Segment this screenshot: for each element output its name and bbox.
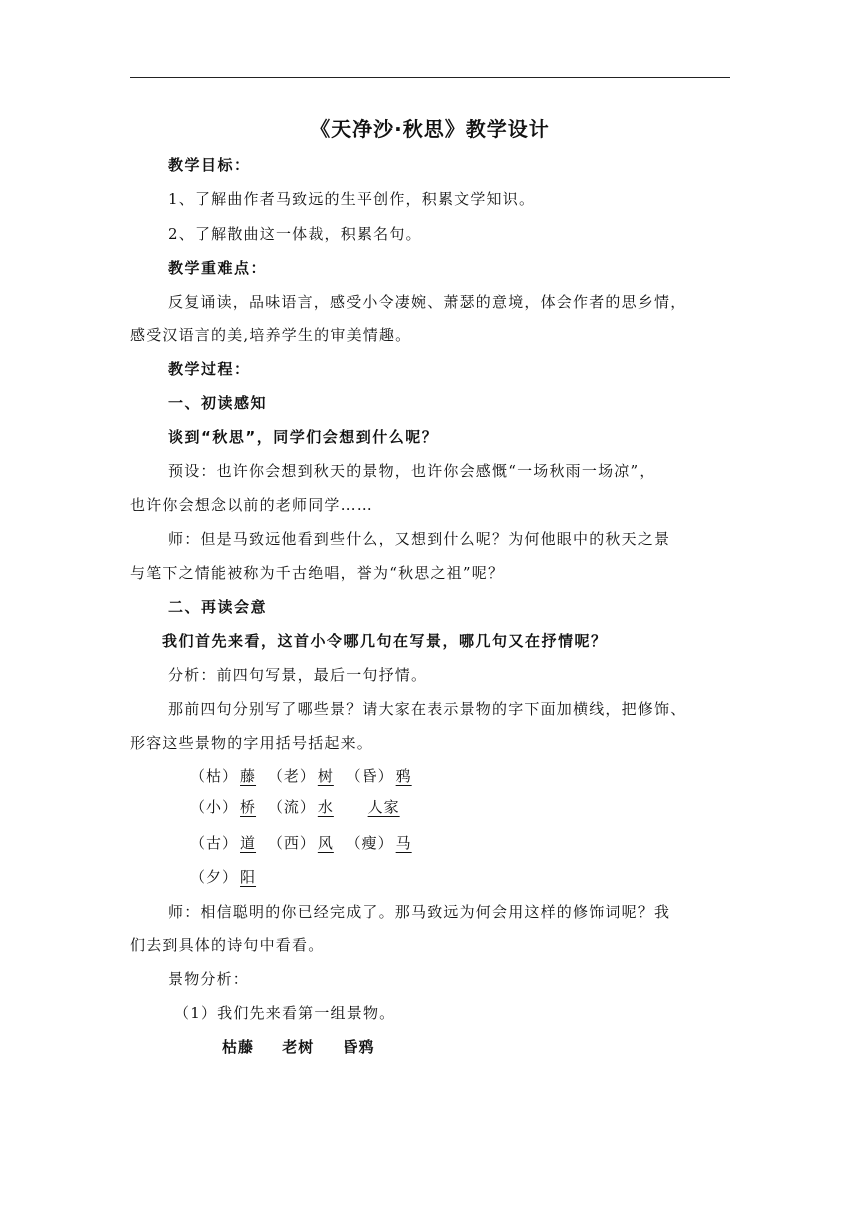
- scene-noun: 鸦: [395, 767, 412, 785]
- group-word: 老树: [282, 1038, 315, 1056]
- scene-row: [190, 797, 400, 817]
- group-word: 枯藤: [222, 1038, 255, 1056]
- scene-noun: 藤: [240, 767, 257, 785]
- instruction-line: 那前四句分别写了哪些景？请大家在表示景物的字下面加横线，把修饰、: [168, 700, 687, 718]
- scene-item: [190, 797, 256, 817]
- scene-modifier: （枯）: [190, 767, 239, 785]
- scene-modifier: （小）: [190, 798, 239, 816]
- teacher-line: 师：但是马致远他看到些什么，又想到什么呢？为何他眼中的秋天之景: [168, 530, 671, 548]
- analysis-line: 分析：前四句写景，最后一句抒情。: [168, 666, 428, 684]
- section-question: 谈到“秋思”，同学们会想到什么呢？: [168, 428, 439, 446]
- scene-modifier: （夕）: [190, 868, 239, 886]
- scene-modifier: （西）: [267, 834, 316, 852]
- scene-modifier: （老）: [267, 767, 316, 785]
- scene-item: [346, 833, 412, 853]
- scene-item: [190, 867, 256, 887]
- teacher-line: 师：相信聪明的你已经完成了。那马致远为何会用这样的修饰词呢？我: [168, 903, 671, 921]
- section-question: 我们首先来看，这首小令哪几句在写景，哪几句又在抒情呢？: [162, 632, 608, 650]
- page-title: 《天净沙·秋思》教学设计: [310, 117, 550, 141]
- scene-modifier: （流）: [267, 798, 316, 816]
- scene-noun: 水: [317, 798, 334, 816]
- scene-item: [190, 833, 256, 853]
- scene-item: [268, 766, 334, 786]
- key-line: 反复诵读，品味语言，感受小令凄婉、萧瑟的意境，体会作者的思乡情，: [168, 293, 687, 311]
- group-word: 昏鸦: [342, 1038, 375, 1056]
- scene-modifier: （昏）: [345, 767, 394, 785]
- scene-row: [190, 833, 418, 853]
- section-heading: 一、初读感知: [168, 394, 268, 412]
- preset-line: 预设：也许你会想到秋天的景物，也许你会感慨“一场秋雨一场凉”，: [168, 462, 656, 480]
- scene-item: [268, 797, 334, 817]
- scene-noun: 人家: [367, 798, 400, 816]
- key-heading: 教学重难点：: [168, 259, 268, 277]
- scene-noun: 马: [395, 834, 412, 852]
- goal-item: 1、了解曲作者马致远的生平创作，积累文学知识。: [168, 190, 536, 208]
- process-heading: 教学过程：: [168, 360, 251, 378]
- teacher-line: 们去到具体的诗句中看看。: [130, 936, 325, 954]
- goals-heading: 教学目标：: [168, 156, 251, 174]
- scene-modifier: （古）: [190, 834, 239, 852]
- scene-analysis-heading: 景物分析：: [168, 970, 250, 988]
- scene-noun: 阳: [240, 868, 257, 886]
- scene-noun: 树: [317, 767, 334, 785]
- scene-item: [268, 833, 334, 853]
- preset-line: 也许你会想念以前的老师同学……: [130, 496, 374, 514]
- scene-noun: 桥: [240, 798, 257, 816]
- goal-item: 2、了解散曲这一体裁，积累名句。: [168, 225, 422, 243]
- key-line: 感受汉语言的美,培养学生的审美情趣。: [130, 326, 412, 344]
- scene-noun: 道: [240, 834, 257, 852]
- group-intro: （1）我们先来看第一组景物。: [174, 1004, 396, 1022]
- instruction-line: 形容这些景物的字用括号括起来。: [130, 734, 374, 752]
- scene-noun: 风: [317, 834, 334, 852]
- scene-modifier: （瘦）: [345, 834, 394, 852]
- header-rule: [130, 77, 730, 78]
- scene-item: [346, 766, 412, 786]
- section-heading: 二、再读会意: [168, 598, 268, 616]
- scene-row: [190, 766, 418, 786]
- teacher-line: 与笔下之情能被称为千古绝唱，誉为“秋思之祖”呢？: [130, 564, 505, 582]
- group-words: [222, 1036, 397, 1057]
- scene-item: [190, 766, 256, 786]
- scene-row: [190, 867, 262, 887]
